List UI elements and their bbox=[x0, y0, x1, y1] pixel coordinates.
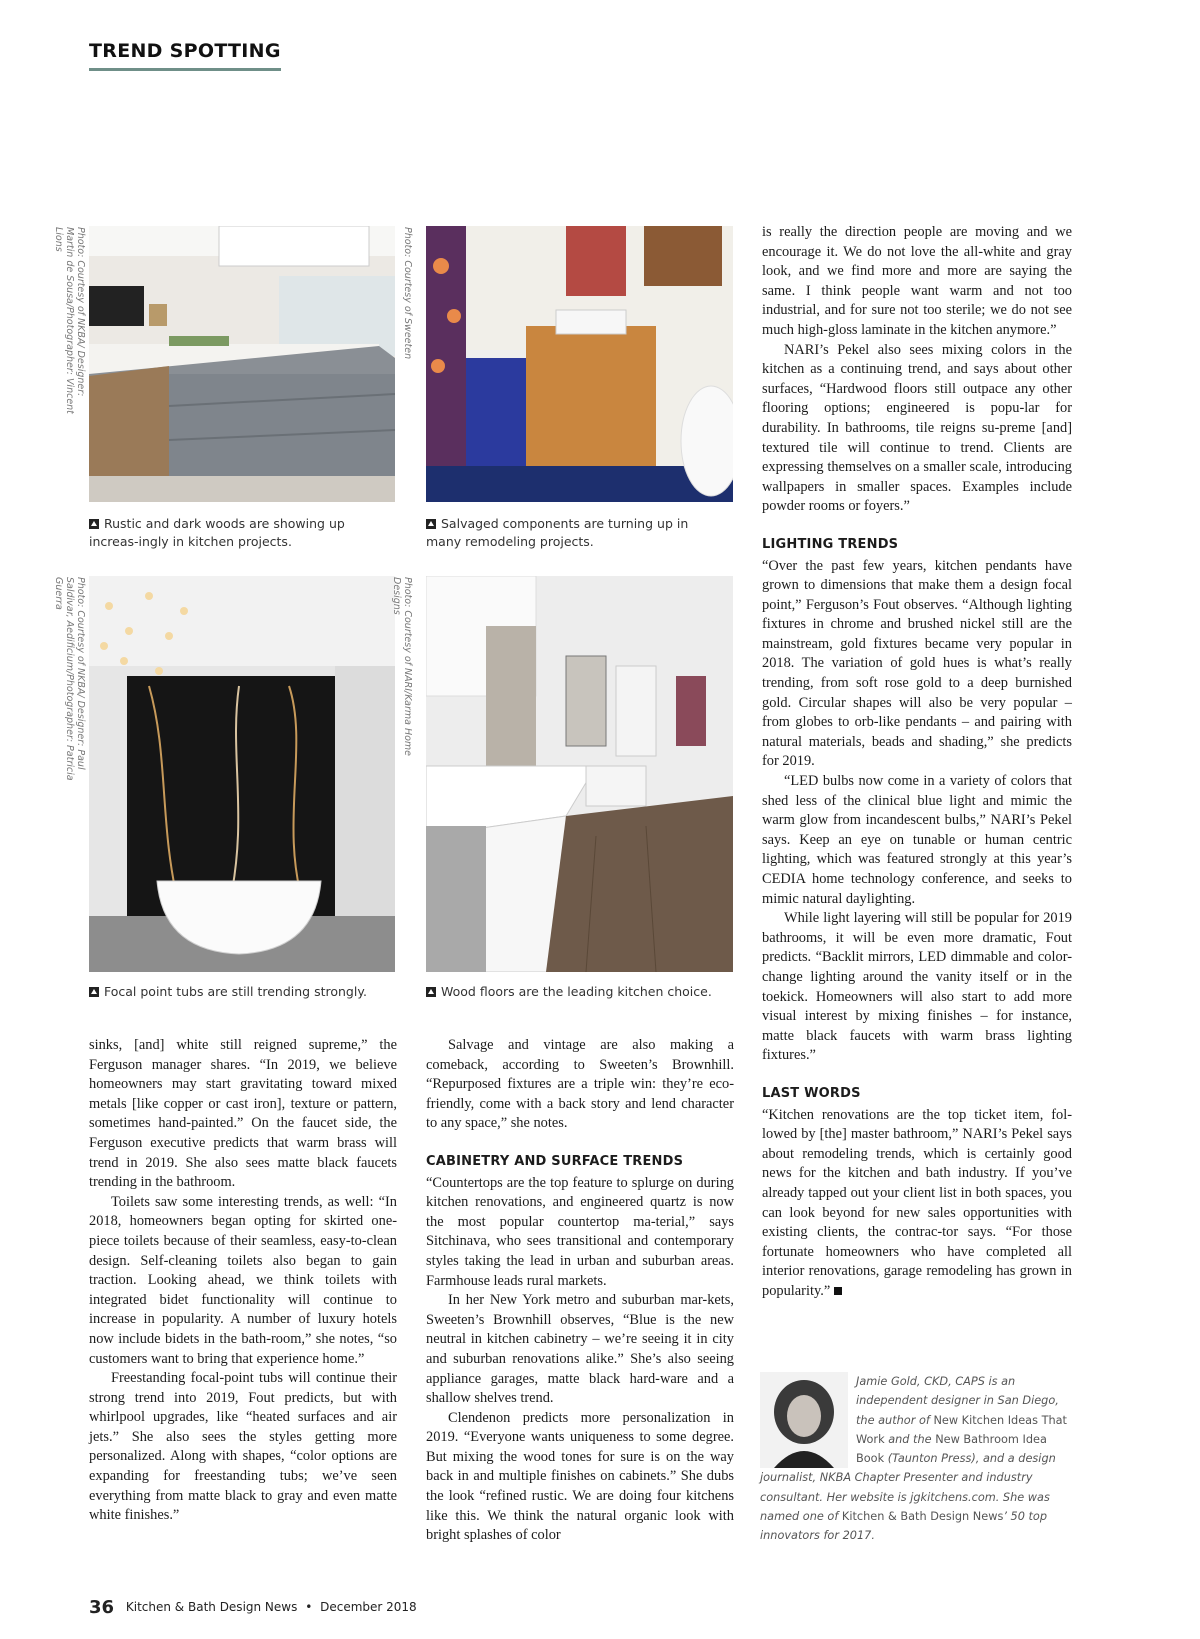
footer-separator: • bbox=[305, 1600, 313, 1614]
section-title: TREND SPOTTING bbox=[89, 40, 281, 71]
arrow-up-icon bbox=[426, 519, 436, 529]
column-1 bbox=[89, 1036, 397, 1526]
bath-image bbox=[426, 226, 733, 502]
paragraph: Clendenon predicts more personalization in 2019. “Everyone wants uniqueness to some degree. But mixing the wood tones for sure is on the way back in and multiple finishes on cabinets.” She dubs the look “refined rustic. We are doing four kitchens like this. We think the natural organic look with bright splashes of color bbox=[426, 1409, 734, 1544]
paragraph: NARI’s Pekel also sees mixing colors in the kitchen as a continuing trend, and says about other surfaces, “Hardwood floors still outpace any other flooring options; engineered is popu-lar for durability. In bathrooms, tile reigns su-preme [and] textured tile will continue to trend. Clients are expressing themselves on a smaller scale, introducing wallpapers in smaller spaces. Examples include powder rooms or foyers.” bbox=[762, 341, 1072, 515]
paragraph: “Countertops are the top feature to splurge on during kitchen renovations, and engineered quartz is now the most popular countertop ma-terial,” says Sitchinava, who sees transitional and contemporary styles taking the lead in urban and suburban areas. Farmhouse leads rural markets. bbox=[426, 1174, 734, 1289]
paragraph: is really the direction people are moving and we encourage it. We do not love the all-white and gray look, and we find more and more are saying the same. I think people want warm and not too industrial, and for sure not too sterile; we do not see much high-gloss laminate in the kitchen anymore.” bbox=[762, 224, 1072, 338]
paragraph: While light layering will still be popular for 2019 bathrooms, it will be even more dramatic, Fout predicts. “Backlit mirrors, LED dimmable and color-change lighting around the vanity itself or in the toekick. Homeowners will also start to add more visual interest by mixing finishes – for instance, matte black faucets with warm brass lighting fixtures.” bbox=[762, 910, 1072, 1064]
photo-wood-floors bbox=[426, 576, 733, 972]
photo-credit-1: Photo: Courtesy of NKBA/ Designer: Martin de Sousa/Photographer: Vincent Lions bbox=[53, 227, 86, 414]
paragraph: In her New York metro and suburban mar-kets, Sweeten’s Brownhill observes, “Blue is the new neutral in kitchen cabinetry – we’re seeing it in city and suburban renovations alike.” She’s also seeing appliance garages, matte black hard-ware and a shallow shelves trend. bbox=[426, 1292, 734, 1407]
photo-caption-4: Wood floors are the leading kitchen choice. bbox=[426, 983, 726, 1001]
paragraph: “Over the past few years, kitchen pendants have grown to dimensions that make them a design focal point,” Ferguson’s Fout observes. “Although lighting fixtures in chrome and brushed nickel still are the mainstream, gold fixtures became very popular in 2018. The variation of gold hues is what’s really trending, from soft rose gold to a deep burnished gold. Circular shapes will also be very popular – from globes to orb-like pendants – and pairing with natural materials, beads and shading,” she predicts for 2019. bbox=[762, 557, 1072, 770]
photo-credit-2: Photo: Courtesy of Sweeten bbox=[402, 227, 413, 360]
paragraph: sinks, [and] white still reigned supreme,” the Ferguson manager shares. “In 2019, we believe homeowners may start gravitating toward mixed metals [like copper or cast iron], texture or pattern, sometimes hand-painted.” On the faucet side, the Ferguson executive predicts that warm brass will trend in 2019. She also sees matte black faucets trending in the bathroom. bbox=[89, 1037, 397, 1191]
publication-name: Kitchen & Bath Design News bbox=[125, 1600, 298, 1614]
photo-caption-1: Rustic and dark woods are showing up increas-ingly in kitchen projects. bbox=[89, 516, 345, 549]
wood-floor-kitchen-image bbox=[426, 576, 733, 972]
photo-focal-tub bbox=[89, 576, 395, 972]
paragraph: Freestanding focal-point tubs will continue their strong trend into 2019, Fout predicts, but with whirlpool upgrades, like “heated surfaces and air jets.” She also sees the styles getting more personalized. Along with shapes, “color options are expanding for freestanding tubs; we’ve seen everything from matte black to gray and even matte white finishes.” bbox=[89, 1370, 397, 1524]
tub-image bbox=[89, 576, 395, 972]
end-mark-icon bbox=[834, 1287, 842, 1295]
arrow-up-icon bbox=[426, 987, 436, 997]
photo-credit-4: Photo: Courtesy of NARI/Karma Home Designs bbox=[391, 577, 413, 757]
subheading-cabinetry: CABINETRY AND SURFACE TRENDS bbox=[426, 1153, 684, 1169]
arrow-up-icon bbox=[89, 519, 99, 529]
issue-date: December 2018 bbox=[320, 1600, 417, 1614]
paragraph: Salvage and vintage are also making a comeback, according to Sweeten’s Brownhill. “Repurposed fixtures are a triple win: they’re eco-friendly, come with a back story and lend character to any space,” she notes. bbox=[426, 1037, 734, 1132]
page-number: 36 bbox=[89, 1597, 115, 1618]
photo-caption-3: Focal point tubs are still trending strongly. bbox=[89, 983, 389, 1001]
column-3 bbox=[762, 223, 1072, 1301]
subheading-last-words: LAST WORDS bbox=[762, 1085, 861, 1101]
subheading-lighting: LIGHTING TRENDS bbox=[762, 536, 899, 552]
page-footer bbox=[89, 1597, 417, 1618]
kitchen-image bbox=[89, 226, 395, 502]
author-bio: Jamie Gold, CKD, CAPS is an independent designer in San Diego, the author of New Kitchen Ideas That Work and the New Bathroom Idea Book (Taunton Press), and a design journalist, NKBA Chapter Presenter and industry consultant. Her website is jgkitchens.com. She was named one of Kitchen & Bath Design News’ 50 top innovators for 2017. bbox=[760, 1372, 1070, 1546]
paragraph: “LED bulbs now come in a variety of colors that shed less of the clinical blue light and mimic the warm glow from incandescent bulbs,” NARI’s Pekel says. Keep an eye on tunable or human centric lighting, which was featured strongly at this year’s CEDIA home technology conference, and seeks to mimic natural daylighting. bbox=[762, 773, 1072, 907]
author-photo bbox=[760, 1372, 848, 1468]
paragraph: “Kitchen renovations are the top ticket item, fol-lowed by [the] master bathroom,” NARI’s Pekel says about remodeling trends, which is certainly good news for the kitchen and bath industry. If you’ve already tapped out your client list in both spaces, you can look beyond for new sales opportunities with existing clients, the contrac-tor says. “For those fortunate homeowners who have completed all interior renovations, garage remodeling has grown in popularity.” bbox=[762, 1106, 1072, 1299]
photo-salvaged-bath bbox=[426, 226, 733, 502]
column-2 bbox=[426, 1036, 734, 1546]
photo-credit-3: Photo: Courtesy of NKBA/ Designer: Paul Saldivar, Aedificium/Photographer: Patricia Guerra bbox=[53, 577, 86, 781]
paragraph: Toilets saw some interesting trends, as well: “In 2018, homeowners began opting for skirted one-piece toilets because of their seamless, easy-to-clean design. Self-cleaning toilets also began to gain traction. Looking ahead, we think toilets with integrated bidet functionality will continue to increase in popularity. A number of luxury hotels now include bidets in the bath-room,” she notes, “so customers want to bring that experience home.” bbox=[89, 1193, 397, 1367]
photo-rustic-kitchen bbox=[89, 226, 395, 502]
arrow-up-icon bbox=[89, 987, 99, 997]
photo-caption-2: Salvaged components are turning up in many remodeling projects. bbox=[426, 516, 689, 549]
